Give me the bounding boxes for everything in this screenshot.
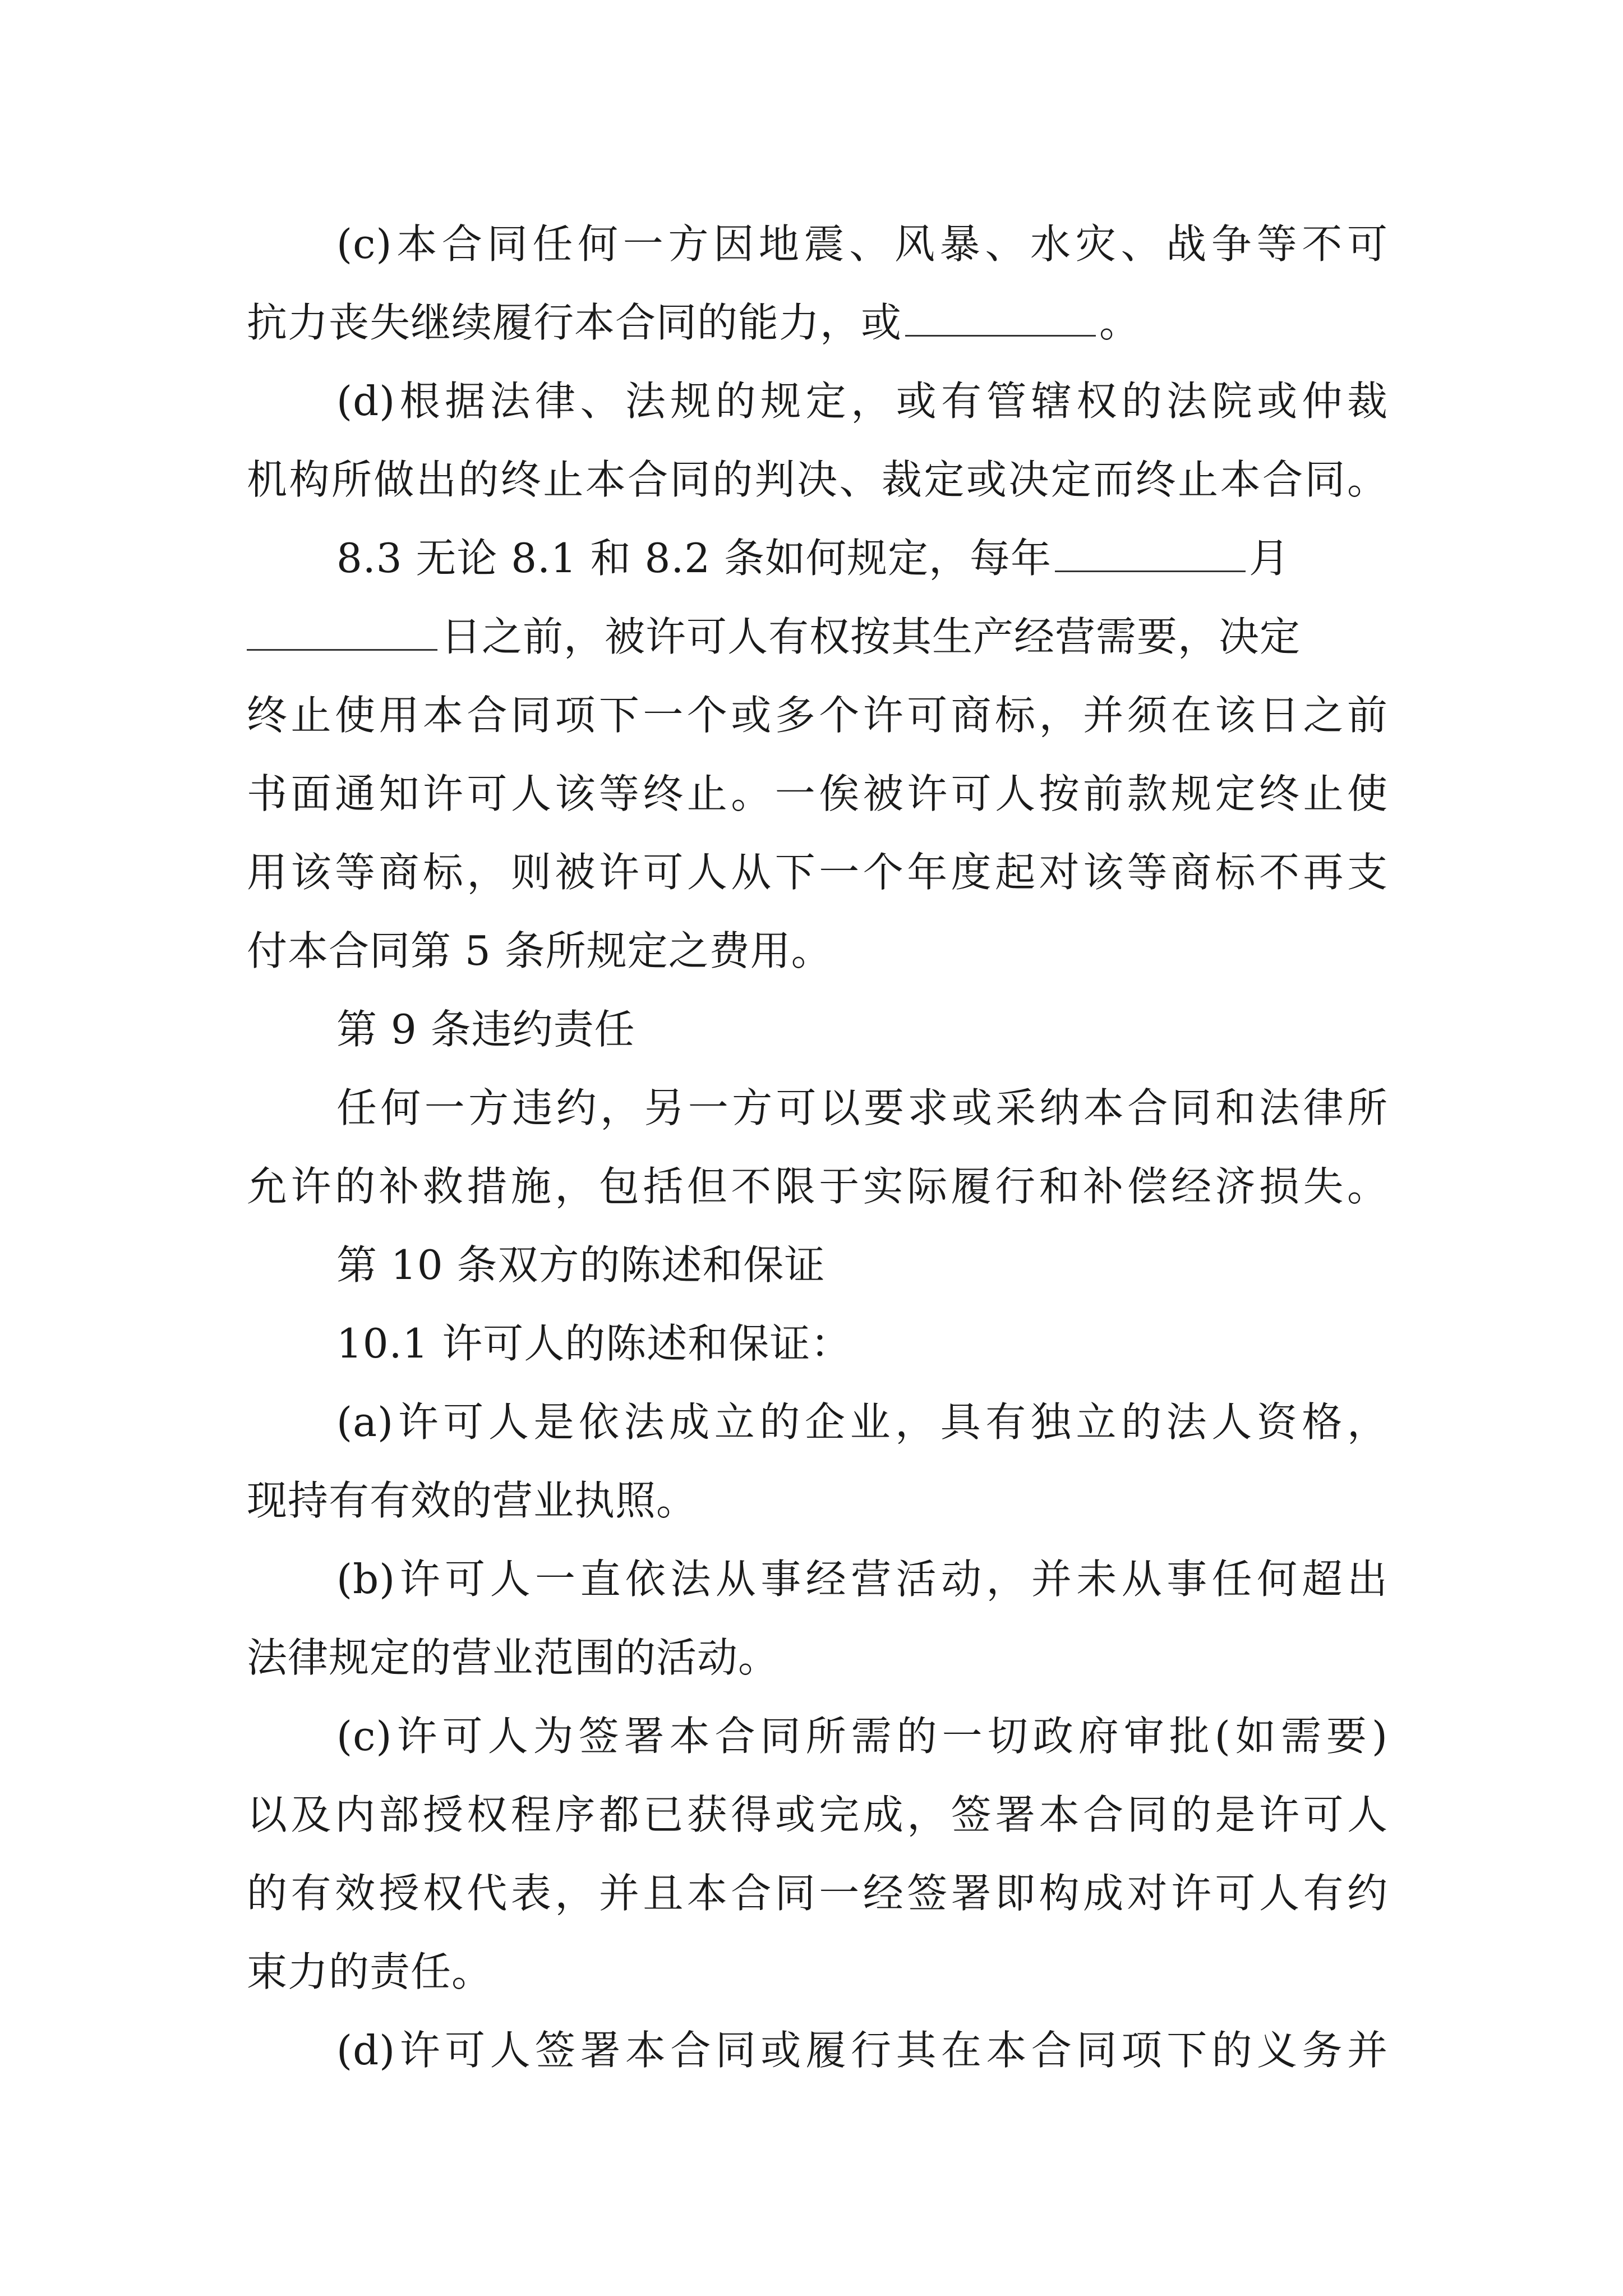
text-line: (d)许可人签署本合同或履行其在本合同项下的义务并 — [336, 2027, 1388, 2074]
text-line: 8.3 无论 8.1 和 8.2 条如何规定，每年 月 — [336, 535, 1290, 582]
text-line: 现持有有效的营业执照。 — [247, 1477, 698, 1524]
fill-in-blank — [247, 616, 437, 651]
text-line: 的有效授权代表，并且本合同一经签署即构成对许可人有约 — [247, 1870, 1388, 1917]
text-line: 法律规定的营业范围的活动。 — [247, 1634, 780, 1681]
text-line: (b)许可人一直依法从事经营活动，并未从事任何超出 — [336, 1556, 1388, 1603]
text-line: 用该等商标，则被许可人从下一个年度起对该等商标不再支 — [247, 849, 1388, 896]
section-heading: 第 9 条违约责任 — [336, 1006, 635, 1053]
text-line: 日之前，被许可人有权按其生产经营需要，决定 — [247, 606, 1388, 668]
text-line: (c)许可人为签署本合同所需的一切政府审批(如需要) — [336, 1713, 1388, 1760]
text-line: 书面通知许可人该等终止。一俟被许可人按前款规定终止使 — [247, 770, 1388, 817]
text-line: (a)许可人是依法成立的企业，具有独立的法人资格， — [336, 1398, 1388, 1446]
text-line: 束力的责任。 — [247, 1948, 493, 1995]
text-line: 10.1 许可人的陈述和保证： — [336, 1320, 852, 1367]
text-line: 任何一方违约，另一方可以要求或采纳本合同和法律所 — [336, 1084, 1388, 1131]
section-heading: 第 10 条双方的陈述和保证 — [336, 1241, 826, 1289]
text-line: 以及内部授权程序都已获得或完成，签署本合同的是许可人 — [247, 1791, 1388, 1838]
text-line: 抗力丧失继续履行本合同的能力，或 。 — [247, 299, 1141, 346]
text-line: 允许的补救措施，包括但不限于实际履行和补偿经济损失。 — [247, 1163, 1388, 1210]
text-line: (d)根据法律、法规的规定，或有管辖权的法院或仲裁 — [336, 378, 1388, 425]
text-line: (c)本合同任何一方因地震、风暴、水灾、战争等不可 — [336, 220, 1388, 268]
fill-in-blank — [905, 302, 1096, 337]
text-line: 终止使用本合同项下一个或多个许可商标，并须在该日之前 — [247, 692, 1388, 739]
text-line: 机构所做出的终止本合同的判决、裁定或决定而终止本合同。 — [247, 456, 1388, 503]
fill-in-blank — [1055, 538, 1246, 572]
text-line: 付本合同第 5 条所规定之费用。 — [247, 927, 832, 974]
